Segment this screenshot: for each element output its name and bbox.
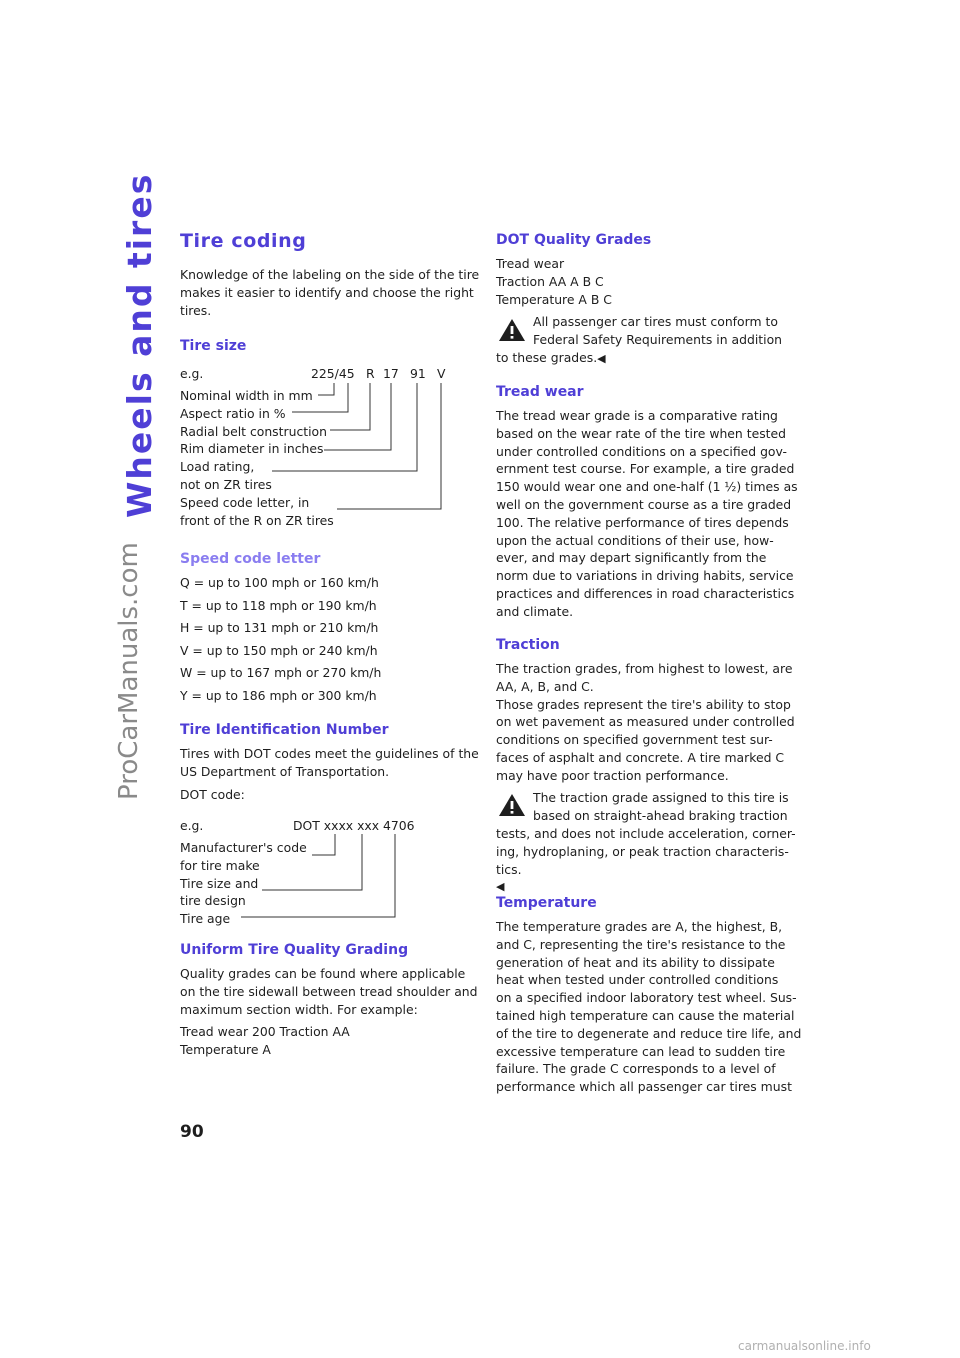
speed-code-item: Q = up to 100 mph or 160 km/h: [180, 575, 379, 590]
chapter-side-title: Wheels and tires: [120, 172, 159, 518]
code-part-radial: R: [366, 366, 375, 381]
heading-tire-size: Tire size: [180, 338, 247, 354]
section-title-tire-coding: Tire coding: [180, 230, 307, 252]
speed-code-item: T = up to 118 mph or 190 km/h: [180, 598, 377, 613]
temperature-paragraph: The temperature grades are A, the highest, B, and C, representing the tire's resistance to the generation of heat and its ability to dissipate heat when tested under controlled conditions on a specified indoor laboratory test wheel. Sus- tained high temperature can cause the material of the tire to degenerate and reduce tire life, and excessive temperature can lead to sudden tire failure. The grade C corresponds to a level of performance which all passenger car tires must: [496, 919, 802, 1095]
tread-wear-paragraph: The tread wear grade is a comparative rating based on the wear rate of the tire when tested under controlled conditions on a specified gov- ernment test course. For example, a tire graded 150 would wear one and one-half (1 ½) times as well on the government course as a tire graded 100. The relative performance of tires depends upon the actual conditions of their use, how- ever, and may depart significantly from the norm due to variations in driving habits, service practices and differences in road characteristics and climate.: [496, 408, 798, 619]
heading-speed-code-letter: Speed code letter: [180, 551, 321, 567]
leader-size-design: [262, 834, 362, 890]
dot-warning-text: All passenger car tires must conform to Federal Safety Requirements in addition: [533, 314, 783, 347]
side-watermark: ProCarManuals.com: [114, 542, 144, 800]
end-mark-icon: ◀: [496, 880, 505, 894]
heading-temperature: Temperature: [496, 895, 597, 911]
speed-code-item: Y = up to 186 mph or 300 km/h: [180, 688, 377, 703]
utqg-example: Tread wear 200 Traction AA Temperature A: [180, 1024, 350, 1057]
leader-manufacturer: [312, 834, 335, 855]
tire-size-labels: Nominal width in mm Aspect ratio in % Radial belt construction Rim diameter in inches Load rating, not on ZR tires Speed code letter, in front of the R on ZR tires: [180, 388, 334, 528]
traction-warning-continued: tests, and does not include acceleration, corner- ing, hydroplaning, or peak traction characteris- tics. ◀: [496, 825, 796, 896]
heading-dot-quality-grades: DOT Quality Grades: [496, 232, 652, 248]
tire-size-eg: e.g.: [180, 366, 204, 381]
speed-code-item: H = up to 131 mph or 210 km/h: [180, 620, 379, 635]
utqg-paragraph: Quality grades can be found where applicable on the tire sidewall between tread shoulder and maximum section width. For example:: [180, 966, 478, 1017]
dot-grades-list: Tread wear Traction AA A B C Temperature A B C: [496, 256, 612, 307]
bottom-watermark: carmanualsonline.info: [738, 1339, 871, 1353]
dot-code-labels: Manufacturer's code for tire make Tire size and tire design Tire age: [180, 840, 307, 927]
dot-code-label: DOT code:: [180, 787, 245, 802]
code-part-speed: V: [437, 366, 446, 381]
dot-eg: e.g.: [180, 818, 204, 833]
leader-age: [241, 834, 395, 917]
code-part-load: 91: [410, 366, 426, 381]
heading-tire-identification-number: Tire Identification Number: [180, 722, 389, 738]
code-part-width: 225/45: [311, 366, 355, 381]
tin-paragraph: Tires with DOT codes meet the guidelines of the US Department of Transportation.: [180, 746, 479, 779]
speed-code-item: W = up to 167 mph or 270 km/h: [180, 665, 382, 680]
traction-paragraph: The traction grades, from highest to lowest, are AA, A, B, and C. Those grades represent the tire's ability to stop on wet pavement as measured under controlled conditions on specified government test sur- faces of asphalt and concrete. A tire marked C may have poor traction performance.: [496, 661, 795, 783]
traction-warning-text: The traction grade assigned to this tire is based on straight-ahead braking traction: [533, 790, 789, 823]
code-part-rim: 17: [383, 366, 399, 381]
intro-paragraph: Knowledge of the labeling on the side of the tire makes it easier to identify and choose the right tires.: [180, 267, 480, 318]
speed-code-item: V = up to 150 mph or 240 km/h: [180, 643, 378, 658]
dot-warning-end: to these grades.◀: [496, 350, 606, 365]
dot-code-example: DOT xxxx xxx 4706: [293, 818, 415, 833]
heading-tread-wear: Tread wear: [496, 384, 584, 400]
heading-uniform-tire-quality-grading: Uniform Tire Quality Grading: [180, 942, 409, 958]
warning-icon: [497, 316, 527, 344]
heading-traction: Traction: [496, 637, 560, 653]
end-mark-icon: ◀: [597, 352, 606, 365]
page-number: 90: [180, 1122, 204, 1142]
warning-icon: [497, 791, 527, 819]
